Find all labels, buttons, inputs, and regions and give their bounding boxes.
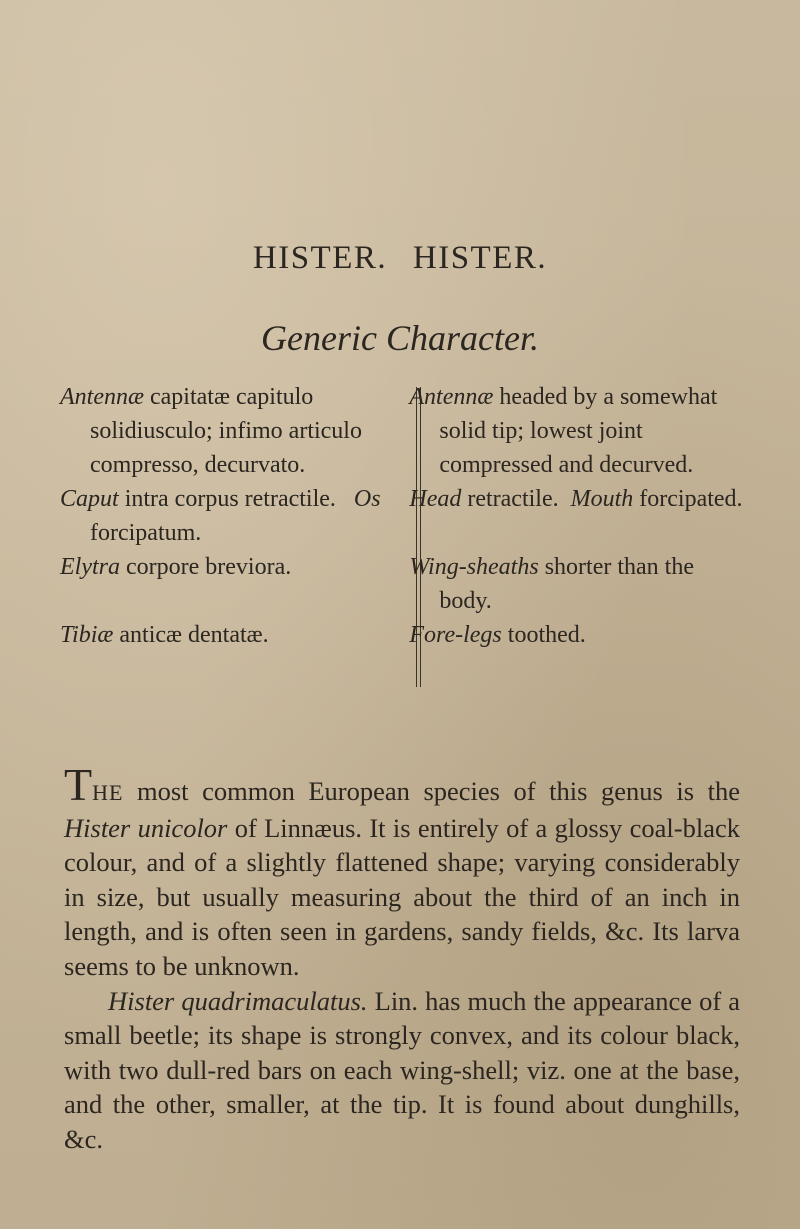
- latin-text: anticæ dentatæ.: [119, 622, 269, 648]
- latin-character: [60, 550, 429, 618]
- character-row: [60, 550, 750, 618]
- running-head-latin: HISTER.: [252, 240, 388, 276]
- species-name: Hister quadrimaculatus.: [108, 985, 368, 1016]
- character-row: [60, 482, 750, 550]
- species-name: Hister unicolor: [64, 812, 228, 843]
- english-term: Head: [409, 486, 462, 512]
- english-character: [409, 380, 750, 482]
- latin-term-2: Os: [353, 486, 381, 512]
- english-term: Antennæ: [409, 384, 494, 410]
- english-character: [409, 618, 750, 652]
- paragraph-2-text: Lin. has much the appearance of a small beetle; its shape is strongly convex, and its colour black, with two dull-red bars on each wing-shell; viz. one at the base, and the other, smaller, at the tip. It is found about dunghills, &c.: [64, 985, 740, 1154]
- character-row: [60, 618, 750, 652]
- english-term-2: Mouth: [570, 486, 634, 512]
- latin-term: Tibiæ: [60, 622, 114, 648]
- english-text: headed by a somewhat solid tip; lowest joint compressed and decurved.: [439, 384, 718, 478]
- paragraph-2: [64, 984, 740, 1157]
- latin-character: [60, 380, 429, 482]
- english-text: toothed.: [507, 622, 586, 648]
- paragraph-1-text-a: most common European species of this genus is the: [123, 776, 740, 806]
- english-term: Fore-legs: [409, 622, 502, 648]
- latin-term: Caput: [60, 486, 119, 512]
- latin-text-2: forcipatum.: [90, 520, 202, 546]
- latin-term: Elytra: [60, 554, 120, 580]
- english-text-2: forcipated.: [639, 486, 743, 512]
- running-head: [0, 240, 800, 277]
- generic-character-table: [60, 380, 750, 652]
- paragraph-1: [64, 759, 740, 984]
- character-row: [60, 380, 750, 482]
- paragraph-1-text-b: of Linnæus. It is entirely of a glossy coal-black colour, and of a slightly flattened shape; varying considerably in size, but usually measuring about the third of an inch in length, and is often seen in gardens, sandy fields, &c. Its larva seems to be unknown.: [64, 812, 740, 981]
- latin-text: intra corpus retractile.: [124, 486, 336, 512]
- latin-text: corpore breviora.: [126, 554, 292, 580]
- english-character: [409, 482, 750, 550]
- english-term: Wing-sheaths: [409, 554, 539, 580]
- small-caps-opening: HE: [92, 780, 124, 805]
- section-title: Generic Character.: [261, 318, 539, 358]
- english-text: shorter than the body.: [439, 554, 694, 614]
- english-character: [409, 550, 750, 618]
- latin-character: [60, 618, 429, 652]
- latin-text: capitatæ capitulo solidiusculo; infimo articulo compresso, decurvato.: [90, 384, 362, 478]
- english-text: retractile.: [467, 486, 559, 512]
- latin-term: Antennæ: [60, 384, 144, 410]
- running-head-english: HISTER.: [412, 240, 548, 276]
- body-text: [64, 759, 740, 1157]
- drop-cap: T: [64, 759, 93, 810]
- latin-character: [60, 482, 429, 550]
